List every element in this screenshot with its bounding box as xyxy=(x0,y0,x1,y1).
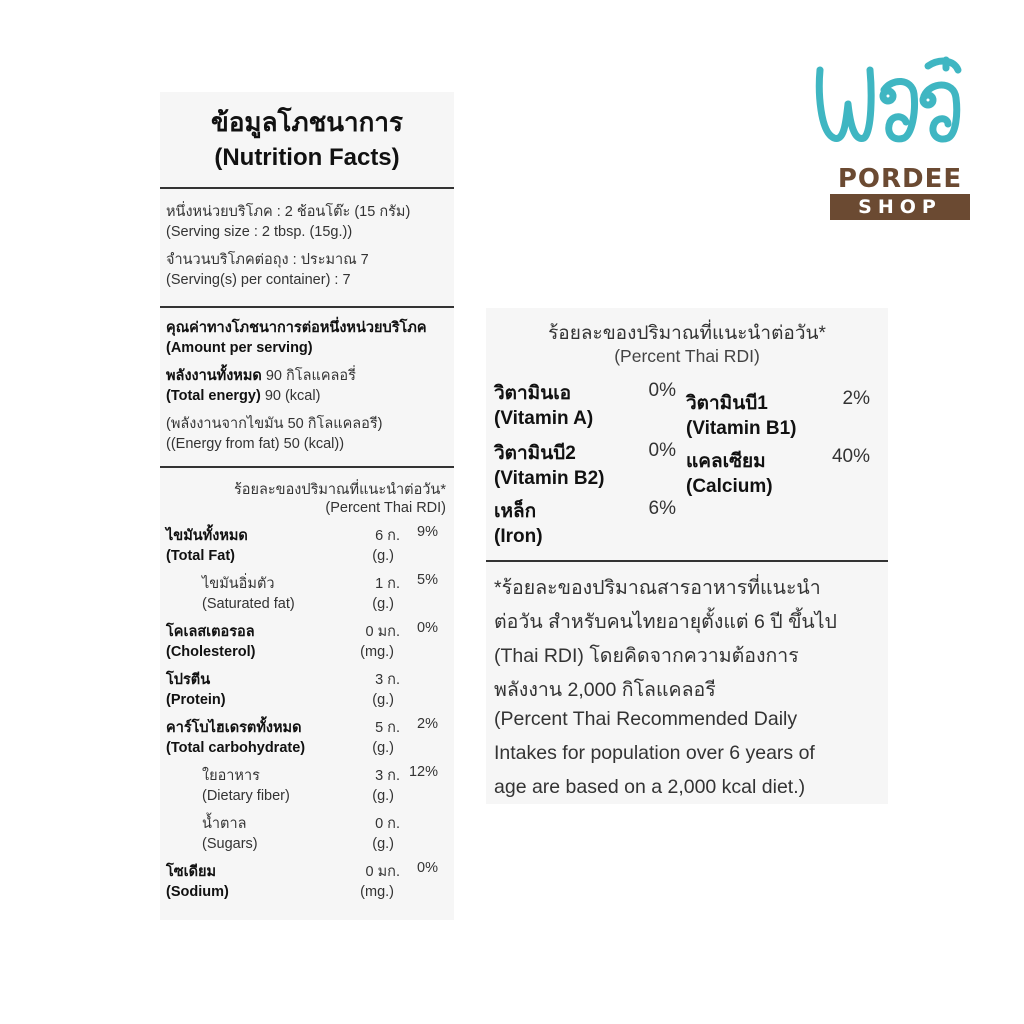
logo-pordee-text: PORDEE xyxy=(837,164,963,194)
iron-thai: เหล็ก xyxy=(494,501,537,522)
nutrient-name-english: (Total Fat) xyxy=(166,548,235,564)
nutrient-unit: (mg.) xyxy=(360,884,394,900)
nutrient-percent: 9% xyxy=(417,524,438,540)
logo-shop-text: SHOP xyxy=(858,196,942,218)
calcium-english: (Calcium) xyxy=(686,476,773,497)
energy-from-fat-english: ((Energy from fat) 50 (kcal)) xyxy=(166,436,345,452)
vitamin-rdi-panel xyxy=(486,308,888,804)
total-energy-thai-value: 90 กิโลแคลอรี่ xyxy=(261,368,356,384)
nutrition-facts-label xyxy=(160,92,454,920)
nutrient-percent: 12% xyxy=(408,764,438,780)
nutrient-name-thai: ไขมันอิ่มตัว xyxy=(202,576,275,592)
nutrient-amount: 0 ก. xyxy=(375,816,400,832)
nutrient-amount: 6 ก. xyxy=(375,528,400,544)
calcium-percent: 40% xyxy=(831,446,870,467)
vitamin-a-english: (Vitamin A) xyxy=(494,408,594,429)
nutrient-unit: (g.) xyxy=(372,596,394,612)
rdi-header-english: (Percent Thai RDI) xyxy=(325,500,446,516)
title-english: (Nutrition Facts) xyxy=(214,144,400,171)
pordee-shop-logo xyxy=(808,52,968,222)
nutrient-percent: 2% xyxy=(417,716,438,732)
footnote-line-3: (Thai RDI) โดยคิดจากความต้องการ xyxy=(494,645,799,667)
energy-from-fat-thai: (พลังงานจากไขมัน 50 กิโลแคลอรี) xyxy=(166,416,383,432)
total-energy-thai xyxy=(166,364,356,387)
iron-percent: 6% xyxy=(648,498,676,519)
nutrient-name-thai: ไขมันทั้งหมด xyxy=(166,528,248,544)
divider xyxy=(486,560,888,562)
nutrient-unit: (g.) xyxy=(372,692,394,708)
nutrient-unit: (g.) xyxy=(372,740,394,756)
vitamin-b2-thai: วิตามินบี2 xyxy=(494,443,576,464)
nutrient-name-thai: คาร์โบไฮเดรตทั้งหมด xyxy=(166,720,302,736)
nutrient-unit: (g.) xyxy=(372,836,394,852)
amount-per-serving-english: (Amount per serving) xyxy=(166,340,313,356)
iron-english: (Iron) xyxy=(494,526,543,547)
rdi-header-thai: ร้อยละของปริมาณที่แนะนำต่อวัน* xyxy=(234,482,446,498)
vitamin-a-thai: วิตามินเอ xyxy=(494,383,572,404)
total-energy-english-label: (Total energy) xyxy=(166,388,261,404)
nutrient-amount: 5 ก. xyxy=(375,720,400,736)
nutrient-name-english: (Total carbohydrate) xyxy=(166,740,306,756)
nutrient-name-thai: โซเดียม xyxy=(166,864,217,880)
total-energy-english xyxy=(166,388,320,404)
nutrient-amount: 1 ก. xyxy=(375,576,400,592)
footnote-line-5: (Percent Thai Recommended Daily xyxy=(494,708,798,730)
nutrient-unit: (mg.) xyxy=(360,644,394,660)
nutrient-amount: 0 มก. xyxy=(365,864,400,880)
nutrient-name-english: (Protein) xyxy=(166,692,226,708)
nutrient-amount: 3 ก. xyxy=(375,672,400,688)
vitamin-b1-percent: 2% xyxy=(842,388,870,409)
vitamin-b2-english: (Vitamin B2) xyxy=(494,468,605,489)
divider xyxy=(160,466,454,468)
rdi-header-english: (Percent Thai RDI) xyxy=(614,346,760,366)
serving-size-english: (Serving size : 2 tbsp. (15g.)) xyxy=(166,224,353,240)
nutrient-name-thai: ใยอาหาร xyxy=(202,768,260,784)
footnote-line-7: age are based on a 2,000 kcal diet.) xyxy=(494,776,806,798)
nutrient-percent: 0% xyxy=(417,860,438,876)
nutrient-unit: (g.) xyxy=(372,788,394,804)
vitamin-b1-english: (Vitamin B1) xyxy=(686,418,797,439)
nutrient-name-english: (Saturated fat) xyxy=(202,596,295,612)
nutrient-name-english: (Sugars) xyxy=(202,836,258,852)
footnote-line-6: Intakes for population over 6 years of xyxy=(494,742,815,764)
servings-per-container-thai: จำนวนบริโภคต่อถุง : ประมาณ 7 xyxy=(166,252,369,268)
nutrient-unit: (g.) xyxy=(372,548,394,564)
vitamin-b2-percent: 0% xyxy=(648,440,676,461)
footnote-line-4: พลังงาน 2,000 กิโลแคลอรี xyxy=(494,679,716,701)
vitamin-a-percent: 0% xyxy=(648,380,676,401)
servings-per-container-english: (Serving(s) per container) : 7 xyxy=(166,272,351,288)
title-thai: ข้อมูลโภชนาการ xyxy=(211,107,403,137)
nutrient-name-english: (Sodium) xyxy=(166,884,229,900)
footnote-line-1: *ร้อยละของปริมาณสารอาหารที่แนะนำ xyxy=(494,577,821,599)
total-energy-thai-label: พลังงานทั้งหมด xyxy=(166,368,262,384)
nutrient-name-english: (Dietary fiber) xyxy=(202,788,290,804)
footnote-line-2: ต่อวัน สำหรับคนไทยอายุตั้งแต่ 6 ปี ขึ้นไป xyxy=(494,611,837,633)
total-energy-english-value: 90 (kcal) xyxy=(260,388,321,404)
nutrient-amount: 0 มก. xyxy=(365,624,400,640)
nutrient-amount: 3 ก. xyxy=(375,768,400,784)
rdi-header-thai: ร้อยละของปริมาณที่แนะนำต่อวัน* xyxy=(548,323,826,344)
nutrient-name-thai: โปรตีน xyxy=(166,672,211,688)
divider xyxy=(160,187,454,189)
amount-per-serving-thai: คุณค่าทางโภชนาการต่อหนึ่งหน่วยบริโภค xyxy=(166,320,427,336)
divider xyxy=(160,306,454,308)
serving-size-thai: หนึ่งหน่วยบริโภค : 2 ช้อนโต๊ะ (15 กรัม) xyxy=(166,204,411,220)
vitamin-b1-thai: วิตามินบี1 xyxy=(686,393,768,414)
nutrient-percent: 5% xyxy=(417,572,438,588)
calcium-thai: แคลเซียม xyxy=(686,451,766,472)
pordee-thai-wordmark xyxy=(808,52,968,164)
nutrient-name-thai: น้ำตาล xyxy=(202,816,247,832)
nutrient-name-thai: โคเลสเตอรอล xyxy=(166,624,255,640)
nutrient-name-english: (Cholesterol) xyxy=(166,644,256,660)
nutrient-percent: 0% xyxy=(417,620,438,636)
